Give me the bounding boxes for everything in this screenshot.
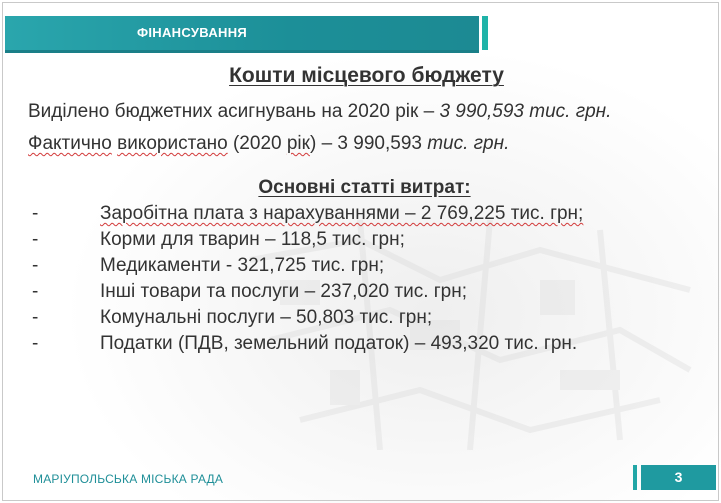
section-title: ФІНАНСУВАННЯ [137,25,248,40]
allocated-value: 3 990,593 тис. грн. [439,101,612,122]
page-number: 3 [641,465,716,490]
used-label-value: ) – 3 990,593 [309,133,428,154]
slide-title [0,64,721,88]
list-item-dash: - [32,333,39,354]
used-line [28,133,509,155]
slide-title-text: Кошти місцевого бюджету [229,64,504,87]
list-item-dash: - [32,307,39,328]
footer-organization: МАРІУПОЛЬСЬКА МІСЬКА РАДА [33,472,224,486]
allocated-label: Виділено бюджетних асигнувань на 2020 рік – [28,101,440,122]
list-item-text: Медикаменти - 321,725 тис. грн; [100,255,385,276]
expenses-subheading-text: Основні статті витрат: [258,177,471,198]
list-item-text: Комунальні послуги – 50,803 тис. грн; [100,307,433,328]
list-item-dash: - [32,203,39,224]
list-item-dash: - [32,281,39,302]
expenses-subheading [0,177,721,199]
list-item-text: Заробітна плата з нарахуваннями – 2 769,225 тис. грн; [100,203,584,224]
list-item-text: Корми для тварин – 118,5 тис. грн; [100,229,405,250]
list-item-dash: - [32,255,39,276]
used-label-year-open: (2020 [227,133,287,154]
list-item-text: Податки (ПДВ, земельний податок) – 493,320 тис. грн. [100,333,578,354]
used-label-word-2: використано [117,133,228,154]
list-item-text: Інші товари та послуги – 237,020 тис. грн; [100,281,468,302]
header-accent-stripe [482,16,488,50]
footer-accent-stripe [633,465,637,490]
allocated-line [28,101,611,123]
used-unit: тис. грн. [427,133,510,154]
used-label-year-word: рік [286,133,310,154]
list-item-dash: - [32,229,39,250]
used-label-word-1: Фактично [28,133,112,154]
